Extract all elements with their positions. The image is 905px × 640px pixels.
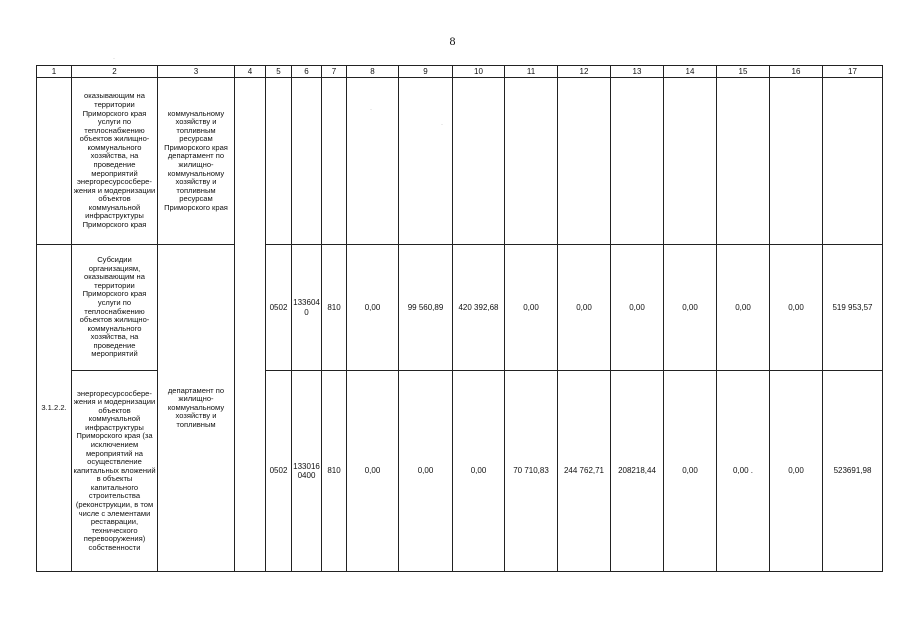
value-cell: 0,00 (453, 371, 505, 572)
value-cell: 0,00 (399, 371, 453, 572)
empty-cell (292, 78, 322, 245)
expense-type: 810 (322, 371, 347, 572)
empty-cell (558, 78, 611, 245)
continued-executor: коммунальному хозяйству и топливным ресурсам Приморского края департамент по жилищно-коммунальному хозяйству и топливным ресурсам Приморского края (158, 78, 235, 245)
value-cell: 0,00 (664, 245, 717, 371)
column-header: 14 (664, 66, 717, 78)
empty-cell (664, 78, 717, 245)
column-header: 10 (453, 66, 505, 78)
empty-cell (266, 78, 292, 245)
value-cell: 0,00 (770, 245, 823, 371)
value-cell: 0,00 (664, 371, 717, 572)
empty-cell (453, 78, 505, 245)
column-header: 11 (505, 66, 558, 78)
value-cell: 0,00 (505, 245, 558, 371)
empty-cell (770, 78, 823, 245)
value-cell: 70 710,83 (505, 371, 558, 572)
target-code: 133604 0 (292, 245, 322, 371)
budget-table (36, 65, 883, 572)
table-row (37, 245, 883, 371)
value-cell: 0,00 (347, 245, 399, 371)
section-code: 0502 (266, 245, 292, 371)
value-cell: 208218,44 (611, 371, 664, 572)
measure-code: 3.1.2.2. (37, 245, 72, 572)
empty-cell (37, 78, 72, 245)
value-cell: 244 762,71 (558, 371, 611, 572)
empty-cell (347, 78, 399, 245)
column-header: 2 (72, 66, 158, 78)
measure-name-part1: Субсидии организациям, оказывающим на территории Приморского края услуги по теплоснабжению объектов жилищно-коммунального хозяйства, на проведение мероприятий (72, 245, 158, 371)
column-header: 15 (717, 66, 770, 78)
column-header: 7 (322, 66, 347, 78)
value-cell: 0,00 . (717, 371, 770, 572)
measure-name-part2: энергоресурсосбере-жения и модернизации объектов коммунальной инфраструктуры Приморского края (за исключением мероприятий на осуществление капитальных вложений в объекты капитального строительства (реконструкции, в том числе с элементами реставрации, технического перевооружения) собственности (72, 371, 158, 572)
column-header: 4 (235, 66, 266, 78)
column-header: 12 (558, 66, 611, 78)
value-cell: 420 392,68 (453, 245, 505, 371)
scan-speck: · (370, 107, 372, 113)
page-number: 8 (449, 34, 456, 48)
measure-executor: департамент по жилищно-коммунальному хозяйству и топливным (158, 245, 235, 572)
value-cell: 0,00 (558, 245, 611, 371)
scan-speck: · (441, 122, 443, 128)
scan-speck: · (113, 56, 115, 62)
column-header: 9 (399, 66, 453, 78)
section-code: 0502 (266, 371, 292, 572)
column-header: 1 (37, 66, 72, 78)
column-header: 6 (292, 66, 322, 78)
empty-cell (717, 78, 770, 245)
value-cell: 0,00 (347, 371, 399, 572)
continued-measure-name: оказывающим на территории Приморского края услуги по теплоснабжению объектов жилищно-коммунального хозяйства, на проведение мероприятий энергоресурсосбере-жения и модернизации объектов коммунальной инфраструктуры Приморского края (72, 78, 158, 245)
column-header: 17 (823, 66, 883, 78)
column-header: 5 (266, 66, 292, 78)
column-header: 13 (611, 66, 664, 78)
column-header: 3 (158, 66, 235, 78)
table-row-continuation (37, 78, 883, 245)
column-header: 8 (347, 66, 399, 78)
empty-cell (399, 78, 453, 245)
header-row (37, 66, 883, 78)
value-cell: 0,00 (770, 371, 823, 572)
column-header: 16 (770, 66, 823, 78)
total-cell: 519 953,57 (823, 245, 883, 371)
empty-cell (505, 78, 558, 245)
target-code: 133016 0400 (292, 371, 322, 572)
col4-cell (235, 78, 266, 572)
empty-cell (322, 78, 347, 245)
value-cell: 99 560,89 (399, 245, 453, 371)
total-cell: 523691,98 (823, 371, 883, 572)
empty-cell (611, 78, 664, 245)
expense-type: 810 (322, 245, 347, 371)
empty-cell (823, 78, 883, 245)
value-cell: 0,00 (717, 245, 770, 371)
value-cell: 0,00 (611, 245, 664, 371)
